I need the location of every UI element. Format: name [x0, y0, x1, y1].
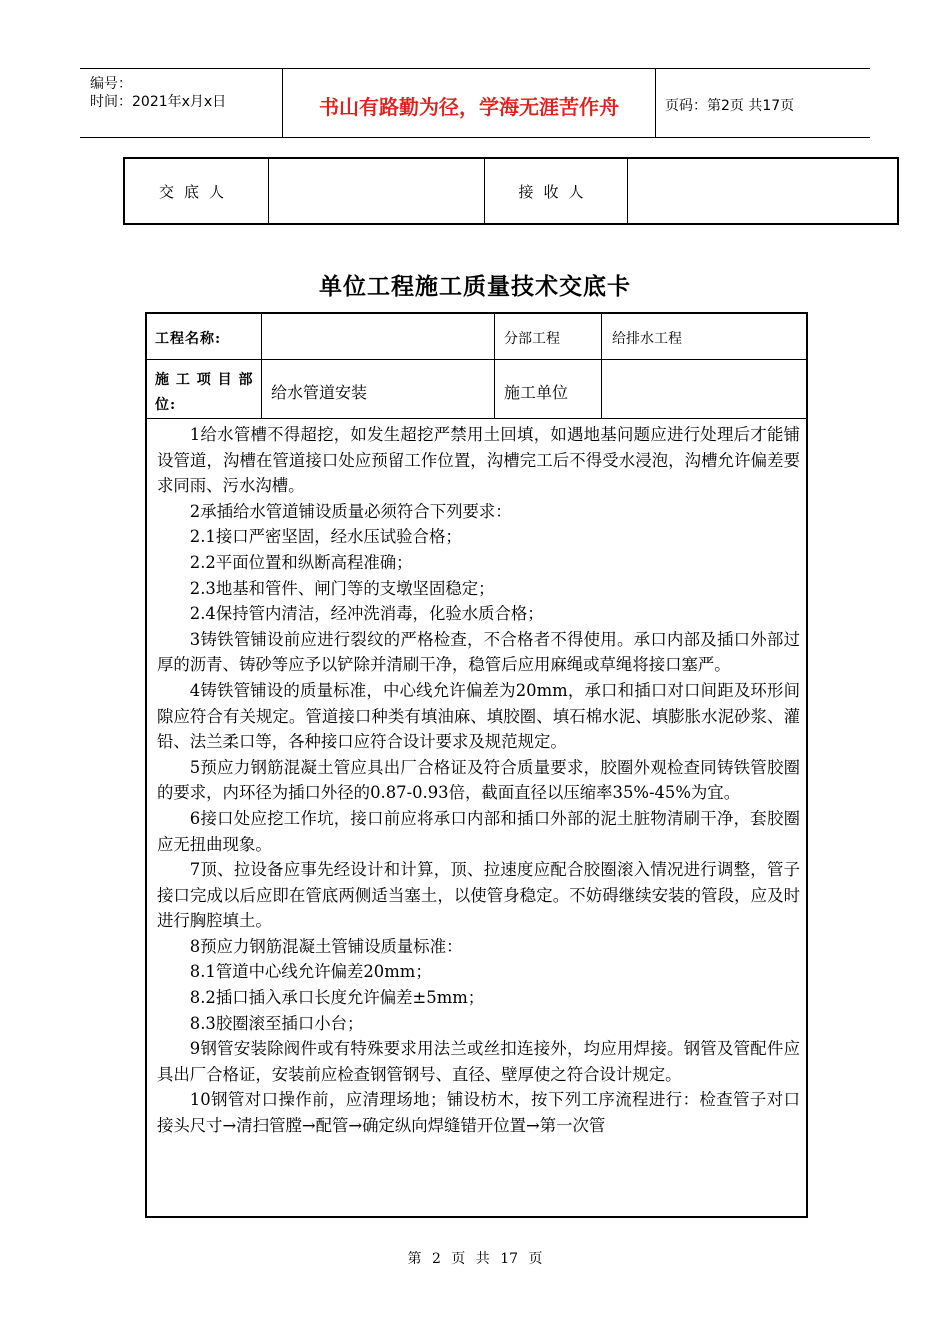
- content-paragraph: 4铸铁管铺设的质量标准，中心线允许偏差为20mm，承口和插口对口间距及环形间隙应符合有关规定。管道接口种类有填油麻、填胶圈、填石棉水泥、填膨胀水泥砂浆、灌铅、法兰柔口等，各种接口应符合设计要求及规范规定。: [157, 680, 800, 752]
- document-title: 单位工程施工质量技术交底卡: [319, 273, 631, 300]
- content-paragraph: 7顶、拉设备应事先经设计和计算，顶、拉速度应配合胶圈滚入情况进行调整，管子接口完成以后应即在管底两侧适当塞土，以使管身稳定。不妨碍继续安装的管段，应及时进行胸腔填土。: [157, 860, 800, 931]
- content-paragraph: 2承插给水管道铺设质量必须符合下列要求：: [189, 501, 512, 521]
- content-paragraph: 6接口处应挖工作坑，接口前应将承口内部和插口外部的泥土脏物清刷干净，套胶圈应无扭曲现象。: [157, 808, 800, 854]
- row-divider: [147, 418, 806, 419]
- construction-part-label: 施 工 项 目 部: [155, 372, 254, 388]
- content-paragraph: 2.1接口严密坚固，经水压试验合格；: [189, 527, 462, 547]
- handover-person-field: [269, 159, 484, 223]
- construction-part-value: 给水管道安装: [271, 383, 368, 402]
- content-paragraph: 2.3地基和管件、闸门等的支墩坚固稳定；: [189, 578, 495, 598]
- receiver-label: 接收人: [518, 182, 594, 201]
- page-footer: 第 2 页 共 17 页: [407, 1251, 543, 1267]
- header-motto-cell: [282, 69, 656, 137]
- col-divider: [601, 314, 602, 418]
- header-meta: [80, 69, 282, 137]
- document-number: 编号：: [90, 76, 132, 92]
- signature-table: [123, 157, 899, 225]
- page-header: [80, 68, 870, 138]
- header-page-cell: [655, 69, 870, 137]
- disclosure-table: [145, 312, 808, 1218]
- construction-unit-label: 施工单位: [504, 383, 569, 402]
- project-name-label: 工程名称:: [155, 331, 222, 347]
- construction-part-label-cont: 位:: [155, 397, 177, 413]
- content-paragraph: 2.4保持管内清洁，经冲洗消毒，化验水质合格；: [189, 604, 544, 624]
- handover-person-label: 交底人: [158, 182, 234, 201]
- content-paragraph: 8预应力钢筋混凝土管铺设质量标准：: [189, 936, 463, 956]
- content-paragraph: 2.2平面位置和纵断高程准确；: [189, 552, 413, 572]
- motto: 书山有路勤为径，学海无涯苦作舟: [319, 95, 619, 119]
- col-divider: [494, 314, 495, 418]
- document-date: 时间：2021年x月x日: [90, 94, 227, 110]
- content-paragraph: 5预应力钢筋混凝土管应具出厂合格证及符合质量要求，胶圈外观检查同铸铁管胶圈的要求，内环径为插口外径的0.87-0.93倍，截面直径以压缩率35%-45%为宜。: [157, 757, 800, 803]
- col-divider: [261, 314, 262, 418]
- content-paragraph: 8.1管道中心线允许偏差20mm；: [189, 962, 432, 982]
- content-paragraph: 1给水管槽不得超挖，如发生超挖严禁用土回填，如遇地基问题应进行处理后才能铺设管道，沟槽在管道接口处应预留工作位置，沟槽完工后不得受水浸泡，沟槽允许偏差要求同雨、污水沟槽。: [157, 425, 800, 496]
- content-paragraph: 8.2插口插入承口长度允许偏差±5mm；: [189, 988, 485, 1008]
- page-info: 页码：第2页 共17页: [665, 98, 795, 114]
- content-paragraph: 9钢管安装除阀件或有特殊要求用法兰或丝扣连接外，均应用焊接。钢管及管配件应具出厂合格证，安装前应检查钢管钢号、直径、壁厚使之符合设计规定。: [157, 1039, 800, 1084]
- content-paragraph: 3铸铁管铺设前应进行裂纹的严格检查，不合格者不得使用。承口内部及插口外部过厚的沥青、铸砂等应予以铲除并清刷干净，稳管后应用麻绳或草绳将接口塞严。: [157, 629, 800, 675]
- receiver-field: [628, 159, 897, 223]
- content-paragraph: 10钢管对口操作前，应清理场地；铺设枋木，按下列工序流程进行：检查管子对口接头尺寸→清扫管膛→配管→确定纵向焊缝错开位置→第一次管: [157, 1090, 800, 1136]
- disclosure-content: [157, 422, 800, 1139]
- content-paragraph: 8.3胶圈滚至插口小台；: [189, 1013, 364, 1033]
- sub-project-value: 给排水工程: [612, 331, 682, 347]
- sub-project-label: 分部工程: [504, 331, 560, 347]
- row-divider: [147, 359, 806, 360]
